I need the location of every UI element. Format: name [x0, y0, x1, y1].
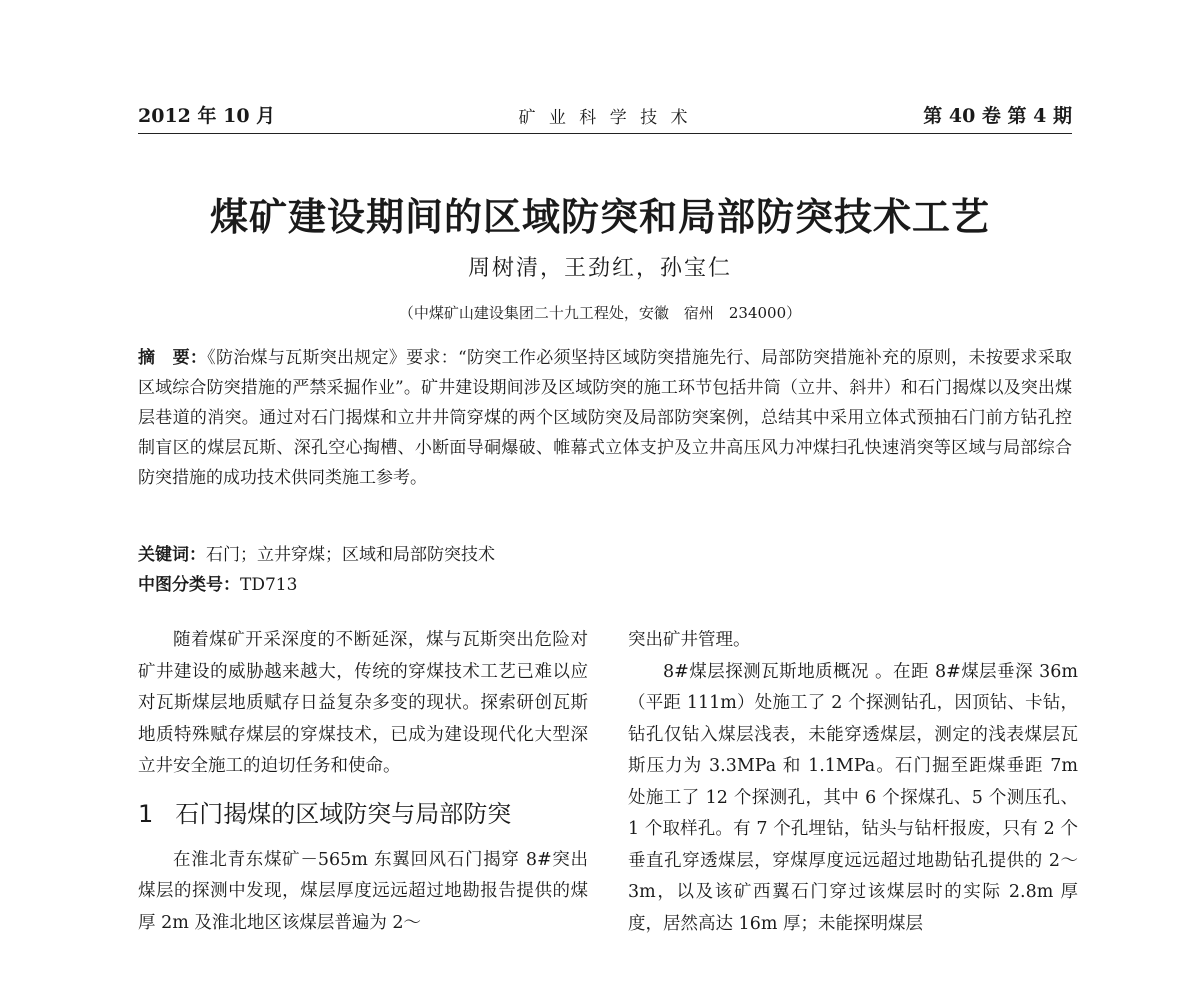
abstract-text: 《防治煤与瓦斯突出规定》要求：“防突工作必须坚持区域防突措施先行、局部防突措施补充的原则，未按要求采取区域综合防突措施的严禁采掘作业”。矿井建设期间涉及区域防突的施工环节包括井筒（立井、斜井）和石门揭煤以及突出煤层巷道的消突。通过对石门揭煤和立井井筒穿煤的两个区域防突及局部防突案例，总结其中采用立体式预抽石门前方钻孔控制盲区的煤层瓦斯、深孔空心掏槽、小断面导硐爆破、帷幕式立体支护及立井高压风力冲煤扫孔快速消突等区域与局部综合防突措施的成功技术供同类施工参考。: [138, 348, 1072, 488]
section-heading-1: [138, 797, 588, 831]
header-issue: 第 40 卷 第 4 期: [923, 105, 1072, 127]
body-column-right: [628, 625, 1078, 940]
paper-title: 煤矿建设期间的区域防突和局部防突技术工艺: [209, 194, 990, 239]
abstract: [138, 343, 1072, 493]
continuation-paragraph: 突出矿井管理。: [628, 630, 751, 650]
body-column-left: [138, 625, 588, 939]
paper-authors: 周树清，王劲红，孙宝仁: [467, 256, 732, 281]
classification-text: TD713: [240, 575, 298, 595]
coal-seam-paragraph: 8#煤层探测瓦斯地质概况 。在距 8#煤层垂深 36m（平距 111m）处施工了 2 个探测钻孔，因顶钻、卡钻，钻孔仅钻入煤层浅表，未能穿透煤层，测定的浅表煤层瓦斯压力为 3.3MPa 和 1.1MPa。石门掘至距煤垂距 7m 处施工了 12 个探测孔，其中 6 个探煤孔、5 个测压孔、1 个取样孔。有 7 个孔埋钻，钻头与钻杆报废，只有 2 个垂直孔穿透煤层，穿煤厚度远远超过地勘钻孔提供的 2～3m，以及该矿西翼石门穿过该煤层时的实际 2.8m 厚度，居然高达 16m 厚；未能探明煤层: [628, 661, 1078, 934]
classification-label: 中图分类号：: [138, 575, 240, 595]
intro-paragraph: 随着煤矿开采深度的不断延深，煤与瓦斯突出危险对矿井建设的威胁越来越大，传统的穿煤技术工艺已难以应对瓦斯煤层地质赋存日益复杂多变的现状。探索研创瓦斯地质特殊赋存煤层的穿煤技术，已成为建设现代化大型深立井安全施工的迫切任务和使命。: [138, 630, 588, 776]
section-paragraph: 在淮北青东煤矿－565m 东翼回风石门揭穿 8#突出煤层的探测中发现，煤层厚度远远超过地勘报告提供的煤厚 2m 及淮北地区该煤层普遍为 2～: [138, 849, 588, 933]
header-journal: 矿 业 科 学 技 术: [518, 108, 692, 128]
section-number: 1: [138, 799, 154, 828]
keywords-line: [138, 540, 495, 565]
section-title: 石门揭煤的区域防突与局部防突: [175, 799, 512, 828]
abstract-label: 摘 要：: [138, 348, 208, 368]
keywords-label: 关键词：: [138, 545, 206, 565]
running-header: [138, 101, 1072, 134]
classification-line: [138, 570, 297, 595]
author-affiliation: （中煤矿山建设集团二十九工程处，安徽 宿州 234000）: [398, 304, 802, 322]
header-date: 2012 年 10 月: [138, 105, 276, 127]
keywords-text: 石门；立井穿煤；区域和局部防突技术: [206, 545, 495, 565]
